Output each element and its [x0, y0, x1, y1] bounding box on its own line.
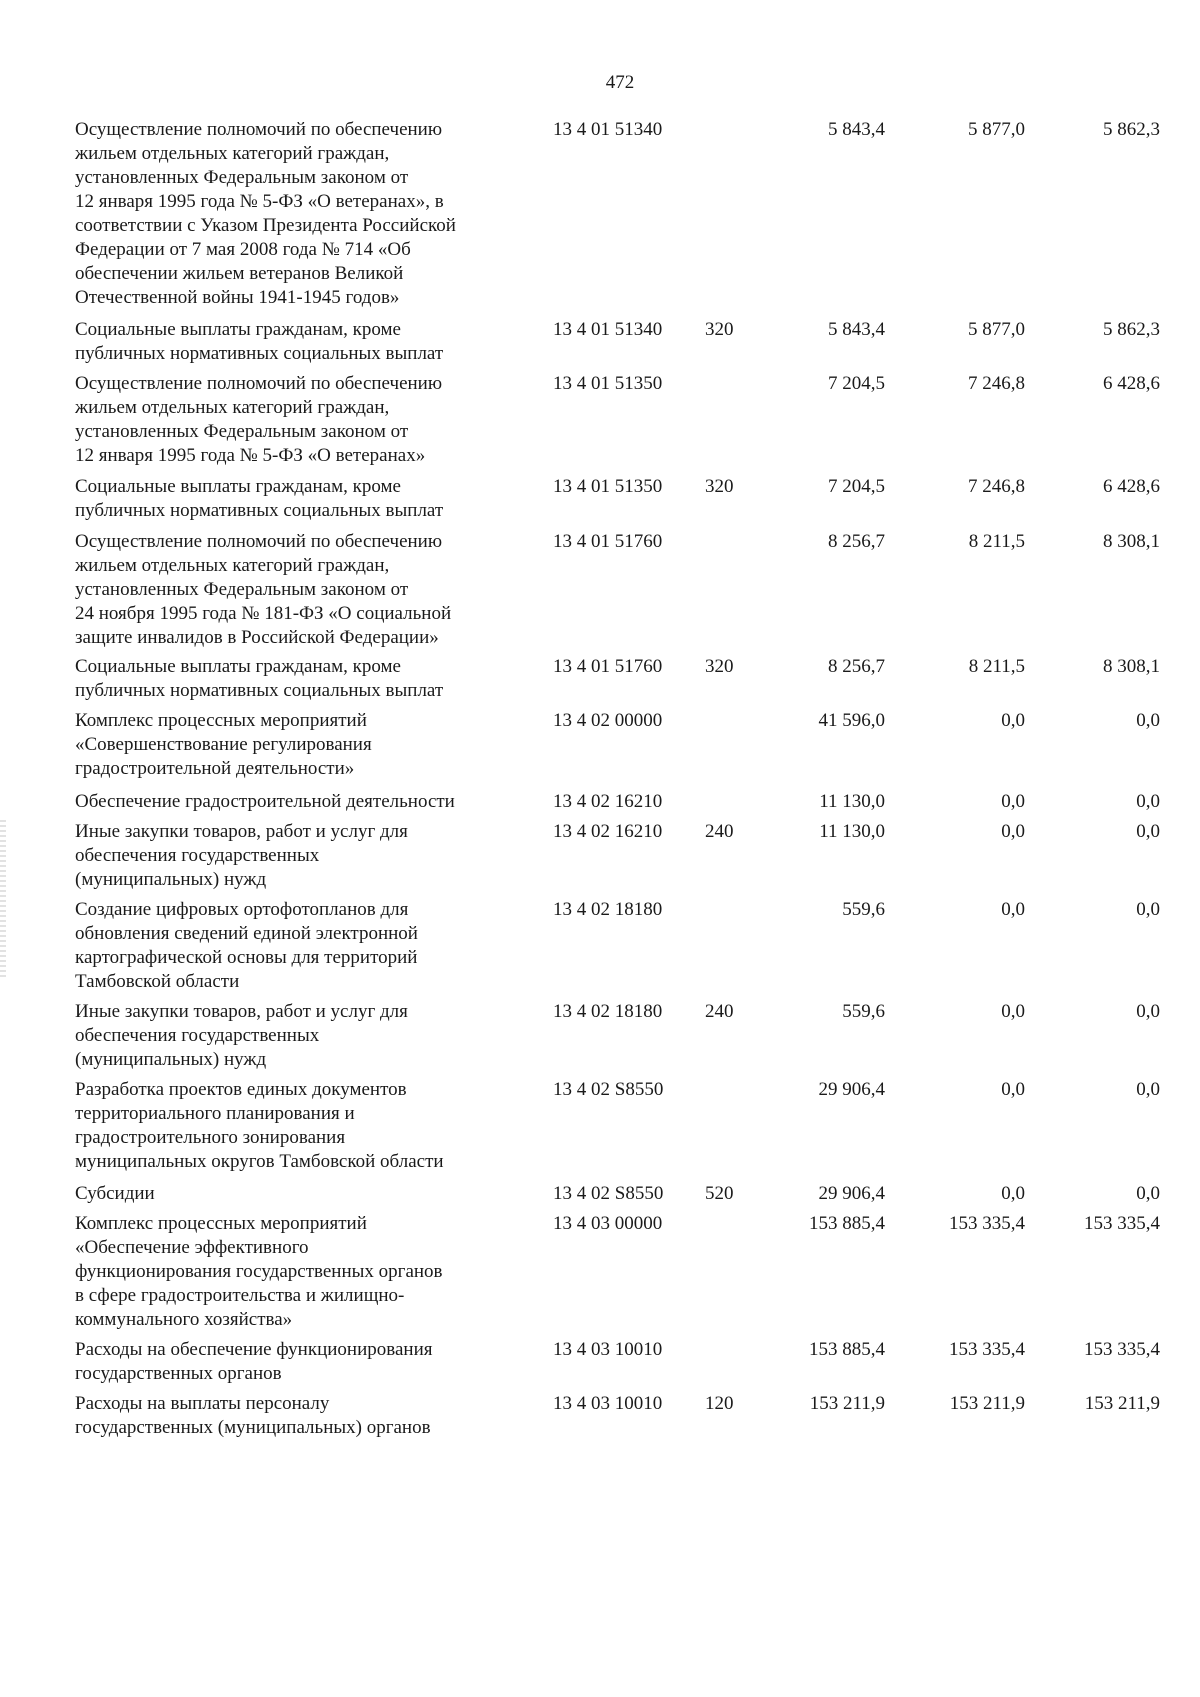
row-value-year-3: 8 308,1 — [1103, 531, 1160, 552]
row-value-year-1: 29 906,4 — [818, 1183, 885, 1204]
row-value-year-2: 0,0 — [1001, 899, 1025, 920]
row-description: Расходы на обеспечение функционирования государственных органов — [75, 1339, 433, 1384]
row-value-year-1: 559,6 — [842, 899, 885, 920]
row-description: Расходы на выплаты персоналу государственных (муниципальных) органов — [75, 1393, 431, 1438]
row-value-year-3: 8 308,1 — [1103, 656, 1160, 677]
row-description: Иные закупки товаров, работ и услуг для обеспечения государственных (муниципальных) нужд — [75, 1001, 408, 1070]
row-value-year-3: 153 335,4 — [1084, 1339, 1160, 1360]
row-value-year-2: 0,0 — [1001, 821, 1025, 842]
row-value-year-3: 5 862,3 — [1103, 119, 1160, 140]
row-value-year-1: 8 256,7 — [828, 531, 885, 552]
row-expense-type: 320 — [705, 656, 734, 677]
row-value-year-1: 7 204,5 — [828, 476, 885, 497]
row-expense-type: 240 — [705, 821, 734, 842]
row-target-code: 13 4 01 51340 — [553, 119, 663, 140]
row-value-year-3: 5 862,3 — [1103, 319, 1160, 340]
row-value-year-2: 0,0 — [1001, 710, 1025, 731]
row-expense-type: 320 — [705, 319, 734, 340]
row-value-year-1: 8 256,7 — [828, 656, 885, 677]
row-value-year-3: 6 428,6 — [1103, 373, 1160, 394]
row-value-year-2: 7 246,8 — [968, 373, 1025, 394]
row-value-year-1: 5 843,4 — [828, 119, 885, 140]
row-target-code: 13 4 03 10010 — [553, 1339, 663, 1360]
row-value-year-3: 0,0 — [1136, 821, 1160, 842]
row-target-code: 13 4 01 51350 — [553, 476, 663, 497]
row-value-year-2: 5 877,0 — [968, 319, 1025, 340]
row-description: Разработка проектов единых документов территориального планирования и градостроительного зонирования муниципальных округов Тамбовской области — [75, 1079, 444, 1172]
row-value-year-3: 6 428,6 — [1103, 476, 1160, 497]
row-value-year-2: 8 211,5 — [968, 531, 1025, 552]
row-value-year-3: 0,0 — [1136, 791, 1160, 812]
row-description: Создание цифровых ортофотопланов для обновления сведений единой электронной картографической основы для территорий Тамбовской области — [75, 899, 418, 992]
row-value-year-1: 11 130,0 — [819, 791, 885, 812]
row-target-code: 13 4 01 51350 — [553, 373, 663, 394]
row-description: Комплекс процессных мероприятий «Обеспечение эффективного функционирования государственных органов в сфере градостроительства и жилищно- коммунального хозяйства» — [75, 1213, 443, 1330]
row-value-year-2: 153 211,9 — [949, 1393, 1025, 1414]
row-description: Осуществление полномочий по обеспечению жильем отдельных категорий граждан, установленных Федеральным законом от 12 января 1995 года № 5-ФЗ «О ветеранах», в соответствии с Указом Президента Российской Федерации от 7 мая 2008 года № 714 «Об обеспечении жильем ветеранов Великой Отечественной войны 1941-1945 годов» — [75, 119, 456, 308]
row-expense-type: 520 — [705, 1183, 734, 1204]
row-value-year-3: 0,0 — [1136, 710, 1160, 731]
row-target-code: 13 4 02 16210 — [553, 821, 663, 842]
row-expense-type: 240 — [705, 1001, 734, 1022]
row-target-code: 13 4 02 18180 — [553, 899, 663, 920]
row-value-year-1: 11 130,0 — [819, 821, 885, 842]
row-value-year-1: 41 596,0 — [818, 710, 885, 731]
row-value-year-2: 153 335,4 — [949, 1339, 1025, 1360]
row-target-code: 13 4 02 S8550 — [553, 1183, 664, 1204]
row-value-year-1: 7 204,5 — [828, 373, 885, 394]
row-value-year-1: 29 906,4 — [818, 1079, 885, 1100]
row-value-year-2: 0,0 — [1001, 1079, 1025, 1100]
row-value-year-1: 559,6 — [842, 1001, 885, 1022]
row-description: Осуществление полномочий по обеспечению жильем отдельных категорий граждан, установленных Федеральным законом от 24 ноября 1995 года № 181-ФЗ «О социальной защите инвалидов в Российской Федерации» — [75, 531, 452, 648]
row-value-year-2: 0,0 — [1001, 1001, 1025, 1022]
scan-edge-mark — [0, 820, 6, 980]
row-description: Осуществление полномочий по обеспечению жильем отдельных категорий граждан, установленных Федеральным законом от 12 января 1995 года № 5-ФЗ «О ветеранах» — [75, 373, 443, 466]
row-value-year-3: 0,0 — [1136, 1001, 1160, 1022]
row-value-year-3: 0,0 — [1136, 1079, 1160, 1100]
row-target-code: 13 4 01 51340 — [553, 319, 663, 340]
row-value-year-1: 153 885,4 — [809, 1339, 885, 1360]
page-number: 472 — [605, 72, 635, 93]
row-value-year-2: 8 211,5 — [968, 656, 1025, 677]
row-target-code: 13 4 01 51760 — [553, 656, 663, 677]
row-target-code: 13 4 02 S8550 — [553, 1079, 664, 1100]
row-description: Социальные выплаты гражданам, кроме публичных нормативных социальных выплат — [75, 656, 444, 701]
row-value-year-1: 153 211,9 — [809, 1393, 885, 1414]
row-value-year-3: 153 211,9 — [1084, 1393, 1160, 1414]
row-target-code: 13 4 02 18180 — [553, 1001, 663, 1022]
row-description: Комплекс процессных мероприятий «Совершенствование регулирования градостроительной деятельности» — [75, 710, 372, 779]
row-target-code: 13 4 02 00000 — [553, 710, 663, 731]
row-value-year-2: 153 335,4 — [949, 1213, 1025, 1234]
row-target-code: 13 4 03 00000 — [553, 1213, 663, 1234]
row-expense-type: 320 — [705, 476, 734, 497]
row-value-year-2: 5 877,0 — [968, 119, 1025, 140]
row-description: Социальные выплаты гражданам, кроме публичных нормативных социальных выплат — [75, 319, 444, 364]
row-value-year-2: 7 246,8 — [968, 476, 1025, 497]
row-target-code: 13 4 01 51760 — [553, 531, 663, 552]
row-description: Социальные выплаты гражданам, кроме публичных нормативных социальных выплат — [75, 476, 444, 521]
row-value-year-3: 0,0 — [1136, 1183, 1160, 1204]
row-value-year-2: 0,0 — [1001, 1183, 1025, 1204]
row-description: Иные закупки товаров, работ и услуг для обеспечения государственных (муниципальных) нужд — [75, 821, 408, 890]
row-description: Субсидии — [75, 1183, 155, 1204]
row-value-year-1: 153 885,4 — [809, 1213, 885, 1234]
row-value-year-2: 0,0 — [1001, 791, 1025, 812]
row-value-year-3: 0,0 — [1136, 899, 1160, 920]
row-target-code: 13 4 02 16210 — [553, 791, 663, 812]
row-value-year-3: 153 335,4 — [1084, 1213, 1160, 1234]
row-description: Обеспечение градостроительной деятельности — [75, 791, 455, 812]
row-expense-type: 120 — [705, 1393, 734, 1414]
row-target-code: 13 4 03 10010 — [553, 1393, 663, 1414]
row-value-year-1: 5 843,4 — [828, 319, 885, 340]
